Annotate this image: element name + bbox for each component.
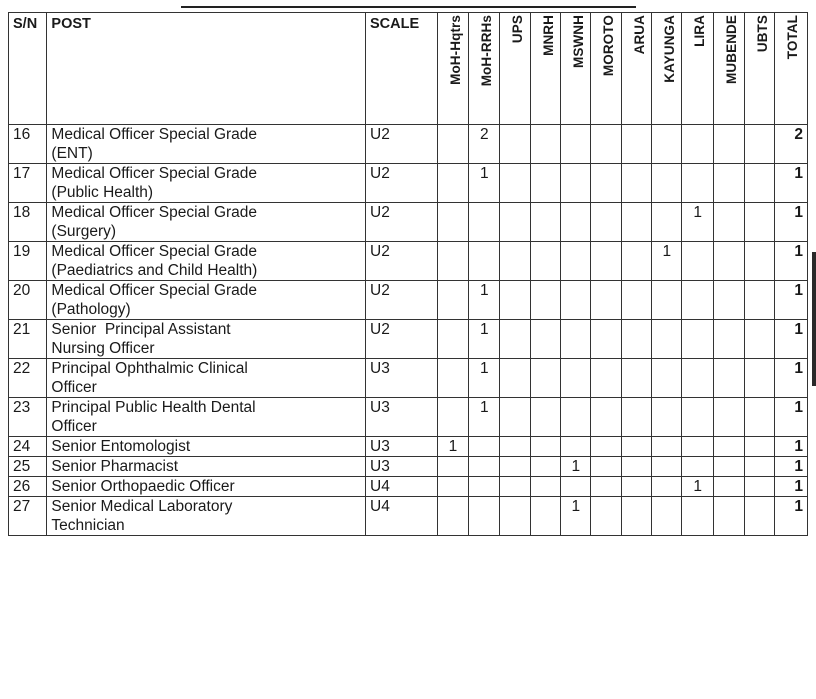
cell-scale: U2 [366,164,438,203]
cell-count [561,398,591,437]
cell-count [500,437,530,457]
cell-count [530,359,560,398]
cell-count: 1 [469,281,500,320]
cell-count [745,242,775,281]
vacancy-table [8,12,808,536]
page-edge-mark [812,252,816,386]
cell-count [437,320,468,359]
cell-scale: U2 [366,281,438,320]
cell-scale: U3 [366,398,438,437]
cell-total: 2 [775,125,808,164]
cell-count [682,125,713,164]
post-line: Senior Pharmacist [51,458,179,475]
header-mubende [713,13,744,125]
cell-count [500,242,530,281]
cell-count [591,359,621,398]
cell-sn: 18 [9,203,47,242]
cell-count [682,359,713,398]
cell-count [713,320,744,359]
cell-count [500,203,530,242]
cell-count: 1 [682,203,713,242]
post-line: (ENT) [51,145,93,162]
cell-count [713,398,744,437]
header-arua [621,13,651,125]
cell-count [682,320,713,359]
cell-count [591,242,621,281]
header-label: MNRH [540,15,556,56]
cell-count: 1 [469,359,500,398]
table-row [9,359,808,398]
header-label: MUBENDE [723,15,739,84]
header-label: MoH-RRHs [479,15,495,87]
header-moh-hqtrs [437,13,468,125]
cell-count [500,398,530,437]
cell-count: 1 [469,398,500,437]
cell-count [682,437,713,457]
post-line: Officer [51,379,97,396]
cell-count [652,320,682,359]
cell-count [745,477,775,497]
cell-count [652,359,682,398]
cell-count [652,281,682,320]
table-row [9,281,808,320]
cell-total: 1 [775,398,808,437]
cell-count [652,497,682,536]
header-label: LIRA [692,15,708,47]
cell-count [469,457,500,477]
cell-count [591,497,621,536]
cell-scale: U3 [366,457,438,477]
cell-count: 1 [682,477,713,497]
cell-count [621,242,651,281]
cell-count [591,477,621,497]
header-label: TOTAL [785,15,801,60]
post-line: Medical Officer Special Grade [51,243,258,260]
cell-count [469,497,500,536]
cell-sn: 16 [9,125,47,164]
cell-count [621,164,651,203]
cell-count [591,203,621,242]
cell-total: 1 [775,320,808,359]
cell-count: 1 [469,164,500,203]
cell-count: 2 [469,125,500,164]
cell-count: 1 [561,457,591,477]
post-line: Officer [51,418,97,435]
header-scale: SCALE [366,13,438,125]
cell-count [652,398,682,437]
cell-sn: 17 [9,164,47,203]
cell-count [682,457,713,477]
post-line: Technician [51,517,125,534]
post-line: (Pathology) [51,301,131,318]
cell-total: 1 [775,477,808,497]
cell-total: 1 [775,203,808,242]
cell-post [47,497,366,536]
cell-count [591,398,621,437]
cell-sn: 26 [9,477,47,497]
cell-count [682,398,713,437]
cell-scale: U2 [366,242,438,281]
post-line: (Paediatrics and Child Health) [51,262,258,279]
cell-count [591,320,621,359]
post-line: Principal Public Health Dental [51,399,256,416]
cell-count [500,320,530,359]
post-line: Senior Entomologist [51,438,191,455]
table-body [9,125,808,536]
cell-count [561,242,591,281]
cell-count [621,125,651,164]
cell-count [561,281,591,320]
post-line: Senior Medical Laboratory [51,498,233,515]
cell-post [47,457,366,477]
cell-count [500,125,530,164]
post-line: (Public Health) [51,184,154,201]
cell-count [621,457,651,477]
cell-count [713,242,744,281]
cell-count [652,164,682,203]
cell-count [500,477,530,497]
cell-scale: U2 [366,320,438,359]
cell-count: 1 [561,497,591,536]
cell-count [530,320,560,359]
cell-sn: 19 [9,242,47,281]
header-kayunga [652,13,682,125]
cell-count [469,437,500,457]
cell-count [682,281,713,320]
cell-post [47,477,366,497]
cell-count [561,164,591,203]
header-label: KAYUNGA [662,15,678,83]
cell-count [437,497,468,536]
table-row [9,497,808,536]
header-mswnh [561,13,591,125]
cell-count [713,359,744,398]
header-label: MoH-Hqtrs [447,15,463,85]
cell-count [652,203,682,242]
cell-count [437,281,468,320]
cell-count [437,359,468,398]
header-mnrh [530,13,560,125]
cell-count [530,242,560,281]
cell-count [437,164,468,203]
header-post: POST [47,13,366,125]
cell-count [713,497,744,536]
cell-count [713,203,744,242]
cell-post [47,281,366,320]
cell-count [530,203,560,242]
cell-count [745,398,775,437]
cell-total: 1 [775,281,808,320]
cell-count [652,437,682,457]
cell-count [437,477,468,497]
cell-scale: U3 [366,437,438,457]
cell-count [530,125,560,164]
cell-count [713,281,744,320]
cell-count [621,203,651,242]
cell-count [500,281,530,320]
cell-sn: 23 [9,398,47,437]
post-line: Medical Officer Special Grade [51,282,258,299]
cell-count [437,203,468,242]
cell-count [530,497,560,536]
cell-count: 1 [652,242,682,281]
cell-total: 1 [775,242,808,281]
cell-count [469,203,500,242]
table-row [9,477,808,497]
table-row [9,125,808,164]
cell-count [561,477,591,497]
cell-total: 1 [775,164,808,203]
cell-post [47,359,366,398]
cell-sn: 20 [9,281,47,320]
cell-scale: U2 [366,125,438,164]
cell-count [469,477,500,497]
post-line: Medical Officer Special Grade [51,165,258,182]
header-label: ARUA [631,15,647,55]
cell-total: 1 [775,457,808,477]
cell-count [437,398,468,437]
cell-total: 1 [775,497,808,536]
cell-count [437,457,468,477]
header-ubts [745,13,775,125]
cell-count [745,281,775,320]
cell-count [530,437,560,457]
post-line: Senior Principal Assistant [51,321,231,338]
header-label: UPS [510,15,526,44]
post-line: Principal Ophthalmic Clinical [51,360,248,377]
post-line: Medical Officer Special Grade [51,126,258,143]
cell-count [652,457,682,477]
cell-count [591,125,621,164]
cell-scale: U4 [366,497,438,536]
cell-count [713,125,744,164]
cell-count [621,281,651,320]
header-moh-rrhs [469,13,500,125]
table-row [9,320,808,359]
post-line: (Surgery) [51,223,117,240]
cell-post [47,437,366,457]
header-lira [682,13,713,125]
cell-count [500,457,530,477]
cell-count [561,203,591,242]
cell-total: 1 [775,359,808,398]
cell-scale: U2 [366,203,438,242]
cell-count [530,457,560,477]
cell-count [591,437,621,457]
cell-count [530,164,560,203]
post-line: Senior Orthopaedic Officer [51,478,235,495]
cell-total: 1 [775,437,808,457]
cell-count [437,125,468,164]
cell-count [652,125,682,164]
cell-post [47,398,366,437]
cell-count [745,320,775,359]
cell-count [621,398,651,437]
table-row [9,437,808,457]
cell-count [621,437,651,457]
cell-count [621,320,651,359]
cell-count [530,477,560,497]
cell-count [713,437,744,457]
cell-count [621,497,651,536]
cell-count [745,457,775,477]
cell-count [745,125,775,164]
cell-post [47,242,366,281]
table-row [9,457,808,477]
cell-count [682,164,713,203]
cell-count [745,437,775,457]
cell-count [437,242,468,281]
cell-count [745,164,775,203]
table-row [9,398,808,437]
cell-sn: 24 [9,437,47,457]
header-moroto [591,13,621,125]
header-label: MOROTO [601,15,617,77]
cell-count [621,477,651,497]
cell-post [47,164,366,203]
cell-sn: 27 [9,497,47,536]
table-row [9,242,808,281]
header-sn: S/N [9,13,47,125]
cell-count [591,457,621,477]
header-row [9,13,808,125]
cell-count [591,164,621,203]
cell-count: 1 [437,437,468,457]
cell-count [561,125,591,164]
cell-count [682,242,713,281]
top-rule [181,6,636,8]
cell-count [713,457,744,477]
cell-count [530,398,560,437]
cell-count [591,281,621,320]
cell-post [47,320,366,359]
cell-post [47,125,366,164]
header-label: UBTS [755,15,771,53]
cell-count [500,164,530,203]
cell-count [621,359,651,398]
cell-count [530,281,560,320]
cell-count: 1 [469,320,500,359]
post-line: Nursing Officer [51,340,155,357]
cell-count [652,477,682,497]
cell-sn: 22 [9,359,47,398]
post-line: Medical Officer Special Grade [51,204,258,221]
cell-post [47,203,366,242]
cell-count [713,164,744,203]
cell-count [561,437,591,457]
cell-count [561,359,591,398]
header-total [775,13,808,125]
cell-count [682,497,713,536]
header-label: MSWNH [571,15,587,68]
cell-count [745,497,775,536]
table-row [9,203,808,242]
cell-count [500,497,530,536]
cell-count [745,359,775,398]
cell-scale: U3 [366,359,438,398]
table-row [9,164,808,203]
cell-count [745,203,775,242]
cell-count [713,477,744,497]
cell-sn: 21 [9,320,47,359]
header-ups [500,13,530,125]
cell-count [561,320,591,359]
cell-sn: 25 [9,457,47,477]
cell-count [500,359,530,398]
cell-scale: U4 [366,477,438,497]
cell-count [469,242,500,281]
